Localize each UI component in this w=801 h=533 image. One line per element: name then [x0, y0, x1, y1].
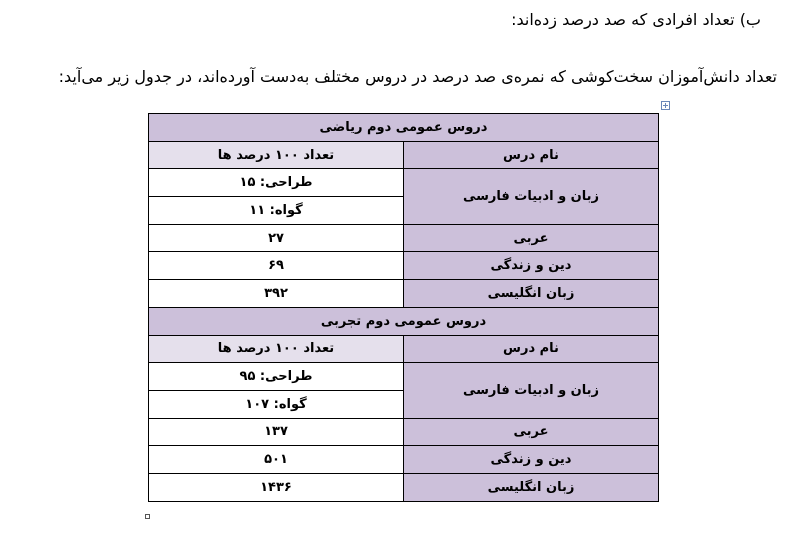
subject-cell: زبان انگلیسی [404, 473, 659, 501]
table-row [149, 252, 659, 280]
table-row [149, 418, 659, 446]
column-header-row [149, 141, 659, 169]
subject-cell: زبان و ادبیات فارسی [404, 363, 659, 418]
table-move-handle-icon[interactable] [661, 101, 670, 110]
designer-count-cell: طراحی: ۹۵ [149, 363, 404, 391]
count-cell: ۲۷ [149, 224, 404, 252]
count-cell: ۱۳۷ [149, 418, 404, 446]
subject-cell: دین و زندگی [404, 252, 659, 280]
section-title: دروس عمومی دوم تجربی [149, 307, 659, 335]
intro-paragraph: تعداد دانش‌آموزان سخت‌کوشی که نمره‌ی صد درصد در دروس مختلف به‌دست آورده‌اند، در جدول زیر می‌آید: [58, 67, 777, 86]
count-cell: ۳۹۲ [149, 280, 404, 308]
table-row [149, 473, 659, 501]
count-cell: ۶۹ [149, 252, 404, 280]
perfect-scores-table [148, 113, 659, 502]
witness-count-cell: گواه: ۱۰۷ [149, 390, 404, 418]
column-header-count: تعداد ۱۰۰ درصد ها [149, 335, 404, 363]
subject-cell: زبان انگلیسی [404, 280, 659, 308]
column-header-subject: نام درس [404, 335, 659, 363]
section-heading: ب) تعداد افرادی که صد درصد زده‌اند: [511, 10, 761, 29]
witness-count-cell: گواه: ۱۱ [149, 197, 404, 225]
subject-cell: دین و زندگی [404, 446, 659, 474]
table-row [149, 224, 659, 252]
section-title-row [149, 307, 659, 335]
column-header-count: تعداد ۱۰۰ درصد ها [149, 141, 404, 169]
subject-cell: زبان و ادبیات فارسی [404, 169, 659, 224]
subject-cell: عربی [404, 418, 659, 446]
table-resize-handle[interactable] [145, 514, 150, 519]
section-title-row [149, 114, 659, 142]
section-title: دروس عمومی دوم ریاضی [149, 114, 659, 142]
table-row [149, 446, 659, 474]
column-header-subject: نام درس [404, 141, 659, 169]
subject-cell: عربی [404, 224, 659, 252]
column-header-row [149, 335, 659, 363]
count-cell: ۱۴۳۶ [149, 473, 404, 501]
designer-count-cell: طراحی: ۱۵ [149, 169, 404, 197]
table-row [149, 363, 659, 391]
table-row [149, 169, 659, 197]
table-row [149, 280, 659, 308]
count-cell: ۵۰۱ [149, 446, 404, 474]
